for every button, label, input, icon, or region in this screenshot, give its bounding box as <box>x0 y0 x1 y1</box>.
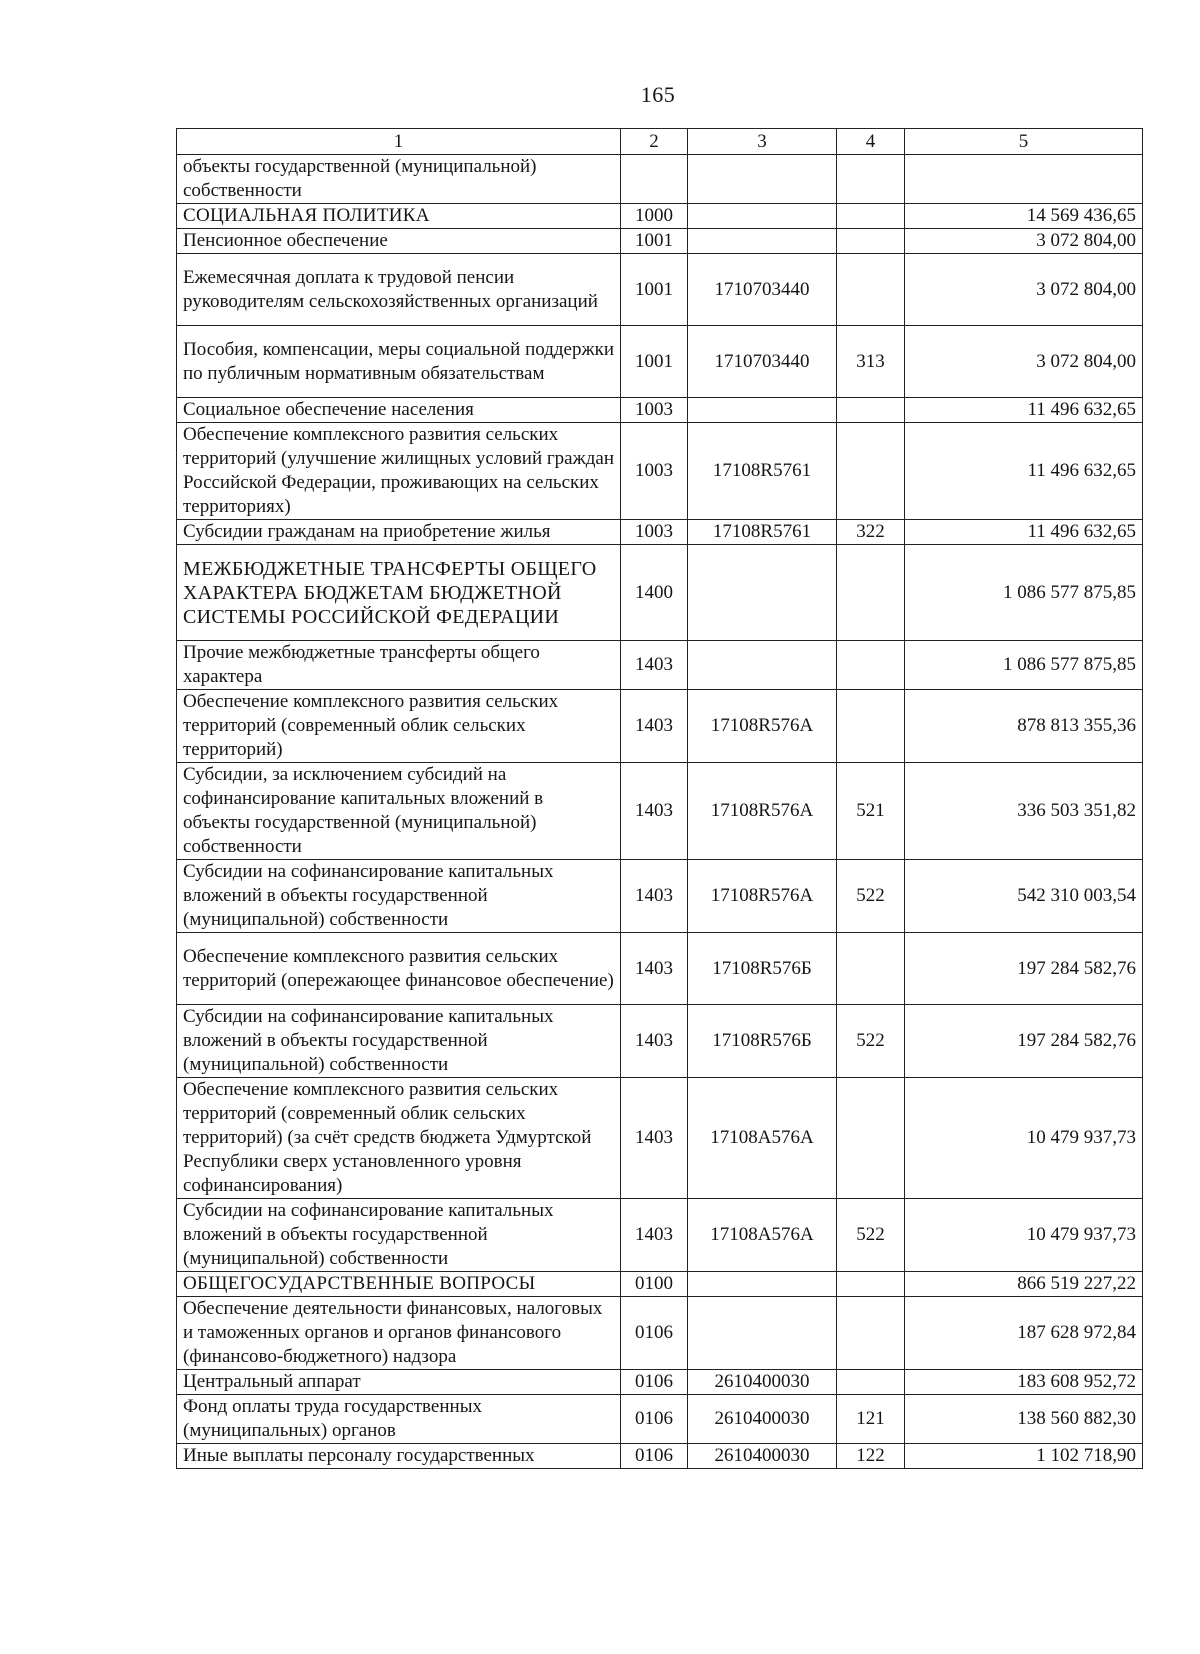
target-article-cell <box>688 641 837 690</box>
section-code-cell: 1003 <box>621 423 688 520</box>
expense-type-cell <box>837 254 905 326</box>
amount-cell: 183 608 952,72 <box>905 1370 1143 1395</box>
section-code-cell: 1400 <box>621 545 688 641</box>
section-code-cell: 1403 <box>621 860 688 933</box>
section-code-cell: 1003 <box>621 398 688 423</box>
table-row <box>177 933 1143 1005</box>
table-row <box>177 1395 1143 1444</box>
amount-cell: 10 479 937,73 <box>905 1199 1143 1272</box>
section-code-cell: 1003 <box>621 520 688 545</box>
row-name-cell: СОЦИАЛЬНАЯ ПОЛИТИКА <box>177 204 621 229</box>
table-row <box>177 229 1143 254</box>
row-name-cell: Субсидии на софинансирование капитальных вложений в объекты государственной (муниципальной) собственности <box>177 1199 621 1272</box>
row-name-cell: Обеспечение деятельности финансовых, налоговых и таможенных органов и органов финансового (финансово-бюджетного) надзора <box>177 1297 621 1370</box>
table-row <box>177 690 1143 763</box>
table-row <box>177 1078 1143 1199</box>
amount-cell: 138 560 882,30 <box>905 1395 1143 1444</box>
expense-type-cell <box>837 398 905 423</box>
table-row <box>177 520 1143 545</box>
expense-type-cell <box>837 1370 905 1395</box>
column-header-1: 1 <box>177 129 621 155</box>
target-article-cell: 17108R576A <box>688 690 837 763</box>
table-row <box>177 763 1143 860</box>
amount-cell: 866 519 227,22 <box>905 1272 1143 1297</box>
section-code-cell: 1001 <box>621 326 688 398</box>
amount-cell: 3 072 804,00 <box>905 229 1143 254</box>
expense-type-cell <box>837 204 905 229</box>
section-code-cell: 1403 <box>621 1005 688 1078</box>
section-code-cell: 0100 <box>621 1272 688 1297</box>
target-article-cell <box>688 1272 837 1297</box>
table-row <box>177 1297 1143 1370</box>
row-name-cell: Обеспечение комплексного развития сельских территорий (улучшение жилищных условий граждан Российской Федерации, проживающих на сельских территориях) <box>177 423 621 520</box>
row-name-cell: объекты государственной (муниципальной) собственности <box>177 155 621 204</box>
expense-type-cell <box>837 690 905 763</box>
section-code-cell: 1403 <box>621 1199 688 1272</box>
amount-cell: 3 072 804,00 <box>905 326 1143 398</box>
row-name-cell: Пособия, компенсации, меры социальной поддержки по публичным нормативным обязательствам <box>177 326 621 398</box>
section-code-cell: 1403 <box>621 641 688 690</box>
row-name-cell: Субсидии, за исключением субсидий на софинансирование капитальных вложений в объекты государственной (муниципальной) собственности <box>177 763 621 860</box>
amount-cell: 878 813 355,36 <box>905 690 1143 763</box>
target-article-cell: 1710703440 <box>688 326 837 398</box>
target-article-cell <box>688 1297 837 1370</box>
expense-type-cell <box>837 641 905 690</box>
section-code-cell: 0106 <box>621 1297 688 1370</box>
table-row <box>177 1005 1143 1078</box>
amount-cell: 336 503 351,82 <box>905 763 1143 860</box>
section-code-cell: 1403 <box>621 1078 688 1199</box>
target-article-cell: 17108R576A <box>688 763 837 860</box>
section-code-cell: 1001 <box>621 254 688 326</box>
amount-cell: 542 310 003,54 <box>905 860 1143 933</box>
section-code-cell: 1403 <box>621 933 688 1005</box>
column-header-2: 2 <box>621 129 688 155</box>
expense-type-cell: 522 <box>837 1005 905 1078</box>
row-name-cell: Иные выплаты персоналу государственных <box>177 1444 621 1469</box>
row-name-cell: Обеспечение комплексного развития сельских территорий (современный облик сельских территорий) (за счёт средств бюджета Удмуртской Республики сверх установленного уровня софинансирования) <box>177 1078 621 1199</box>
expense-type-cell: 322 <box>837 520 905 545</box>
row-name-cell: МЕЖБЮДЖЕТНЫЕ ТРАНСФЕРТЫ ОБЩЕГО ХАРАКТЕРА БЮДЖЕТАМ БЮДЖЕТНОЙ СИСТЕМЫ РОССИЙСКОЙ ФЕДЕРАЦИИ <box>177 545 621 641</box>
table-row <box>177 860 1143 933</box>
target-article-cell: 2610400030 <box>688 1370 837 1395</box>
expense-type-cell <box>837 423 905 520</box>
table-row <box>177 1199 1143 1272</box>
amount-cell: 11 496 632,65 <box>905 398 1143 423</box>
amount-cell: 10 479 937,73 <box>905 1078 1143 1199</box>
section-code-cell: 0106 <box>621 1444 688 1469</box>
section-code-cell: 0106 <box>621 1395 688 1444</box>
amount-cell: 1 086 577 875,85 <box>905 545 1143 641</box>
expense-type-cell <box>837 1078 905 1199</box>
table-row <box>177 1370 1143 1395</box>
expense-type-cell <box>837 545 905 641</box>
target-article-cell: 2610400030 <box>688 1444 837 1469</box>
target-article-cell <box>688 204 837 229</box>
expense-type-cell <box>837 1272 905 1297</box>
table-row <box>177 254 1143 326</box>
amount-cell: 3 072 804,00 <box>905 254 1143 326</box>
amount-cell: 11 496 632,65 <box>905 520 1143 545</box>
section-code-cell: 1001 <box>621 229 688 254</box>
table-body <box>177 155 1143 1469</box>
row-name-cell: Обеспечение комплексного развития сельских территорий (опережающее финансовое обеспечение) <box>177 933 621 1005</box>
amount-cell: 197 284 582,76 <box>905 1005 1143 1078</box>
target-article-cell <box>688 398 837 423</box>
target-article-cell: 17108A576A <box>688 1199 837 1272</box>
amount-cell <box>905 155 1143 204</box>
target-article-cell: 1710703440 <box>688 254 837 326</box>
expense-type-cell <box>837 155 905 204</box>
target-article-cell: 17108R576Б <box>688 933 837 1005</box>
row-name-cell: Прочие межбюджетные трансферты общего характера <box>177 641 621 690</box>
target-article-cell <box>688 229 837 254</box>
column-header-3: 3 <box>688 129 837 155</box>
column-header-5: 5 <box>905 129 1143 155</box>
expense-type-cell <box>837 1297 905 1370</box>
expense-type-cell: 313 <box>837 326 905 398</box>
amount-cell: 14 569 436,65 <box>905 204 1143 229</box>
row-name-cell: Субсидии гражданам на приобретение жилья <box>177 520 621 545</box>
section-code-cell: 0106 <box>621 1370 688 1395</box>
expense-type-cell: 121 <box>837 1395 905 1444</box>
header-row <box>177 129 1143 155</box>
amount-cell: 11 496 632,65 <box>905 423 1143 520</box>
table-row <box>177 423 1143 520</box>
section-code-cell: 1403 <box>621 763 688 860</box>
row-name-cell: Ежемесячная доплата к трудовой пенсии руководителям сельскохозяйственных организаций <box>177 254 621 326</box>
row-name-cell: Субсидии на софинансирование капитальных вложений в объекты государственной (муниципальной) собственности <box>177 860 621 933</box>
row-name-cell: Фонд оплаты труда государственных (муниципальных) органов <box>177 1395 621 1444</box>
section-row <box>177 1272 1143 1297</box>
amount-cell: 1 086 577 875,85 <box>905 641 1143 690</box>
row-name-cell: Пенсионное обеспечение <box>177 229 621 254</box>
section-code-cell <box>621 155 688 204</box>
page-number: 165 <box>640 82 676 107</box>
table-row <box>177 155 1143 204</box>
target-article-cell: 17108R5761 <box>688 423 837 520</box>
target-article-cell <box>688 155 837 204</box>
amount-cell: 197 284 582,76 <box>905 933 1143 1005</box>
amount-cell: 187 628 972,84 <box>905 1297 1143 1370</box>
target-article-cell: 17108R5761 <box>688 520 837 545</box>
budget-table <box>176 128 1143 1469</box>
table-row <box>177 1444 1143 1469</box>
target-article-cell <box>688 545 837 641</box>
row-name-cell: Обеспечение комплексного развития сельских территорий (современный облик сельских территорий) <box>177 690 621 763</box>
expense-type-cell: 522 <box>837 1199 905 1272</box>
column-header-4: 4 <box>837 129 905 155</box>
target-article-cell: 17108A576A <box>688 1078 837 1199</box>
expense-type-cell: 522 <box>837 860 905 933</box>
row-name-cell: Субсидии на софинансирование капитальных вложений в объекты государственной (муниципальной) собственности <box>177 1005 621 1078</box>
row-name-cell: ОБЩЕГОСУДАРСТВЕННЫЕ ВОПРОСЫ <box>177 1272 621 1297</box>
target-article-cell: 2610400030 <box>688 1395 837 1444</box>
amount-cell: 1 102 718,90 <box>905 1444 1143 1469</box>
section-row <box>177 204 1143 229</box>
row-name-cell: Социальное обеспечение населения <box>177 398 621 423</box>
section-code-cell: 1000 <box>621 204 688 229</box>
expense-type-cell: 521 <box>837 763 905 860</box>
expense-type-cell <box>837 229 905 254</box>
target-article-cell: 17108R576A <box>688 860 837 933</box>
table-row <box>177 398 1143 423</box>
section-code-cell: 1403 <box>621 690 688 763</box>
section-row <box>177 545 1143 641</box>
expense-type-cell: 122 <box>837 1444 905 1469</box>
table-row <box>177 641 1143 690</box>
table-row <box>177 326 1143 398</box>
target-article-cell: 17108R576Б <box>688 1005 837 1078</box>
expense-type-cell <box>837 933 905 1005</box>
row-name-cell: Центральный аппарат <box>177 1370 621 1395</box>
